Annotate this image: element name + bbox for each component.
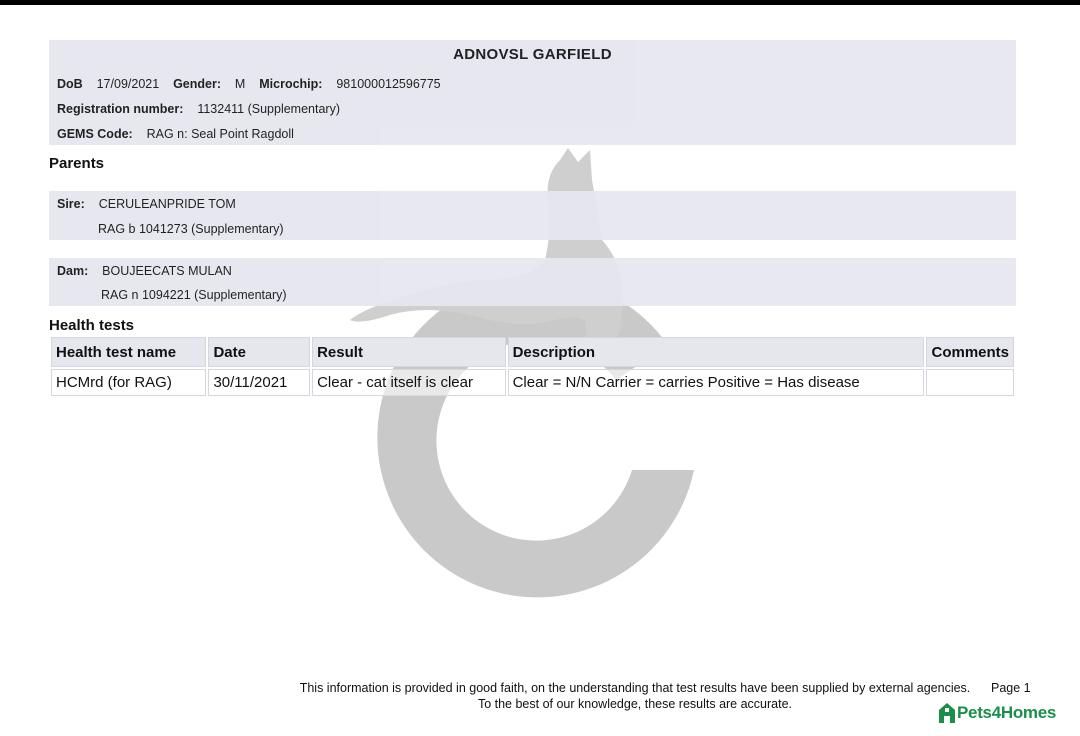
test-name-cell: HCMrd (for RAG) [51,369,206,396]
test-date-cell: 30/11/2021 [208,369,310,396]
gender-value: M [234,77,246,91]
col-health-test-name: Health test name [51,337,206,367]
health-tests-heading: Health tests [49,317,135,334]
parents-heading: Parents [49,155,105,172]
dam-label: Dam: [57,264,89,278]
gender-label: Gender: [173,77,222,91]
col-result: Result [312,337,505,367]
col-date: Date [208,337,310,367]
top-bar [0,0,1080,5]
dam-name: BOUJEECATS MULAN [102,264,232,278]
dam-registration: RAG n 1094221 (Supplementary) [101,288,287,302]
gems-label: GEMS Code: [57,127,133,141]
microchip-label: Microchip: [259,77,323,91]
sire-registration: RAG b 1041273 (Supplementary) [98,222,284,236]
sire-row [57,197,236,211]
test-result-cell: Clear - cat itself is clear [312,369,505,396]
cat-name: ADNOVSL GARFIELD [453,46,612,63]
dob-label: DoB [57,77,83,91]
page-number: Page 1 [991,681,1031,695]
dam-panel [49,258,1016,306]
footer-disclaimer-line1: This information is provided in good faith, on the understanding that test results have been supplied by external agencies. [299,681,971,695]
table-row [51,369,1014,396]
health-tests-table [49,335,1016,398]
col-description: Description [508,337,925,367]
sire-label: Sire: [57,197,85,211]
dob-value: 17/09/2021 [96,77,160,91]
pets4homes-logo [938,700,1056,726]
registration-label: Registration number: [57,102,184,116]
cat-details-panel [49,40,1016,145]
col-comments: Comments [926,337,1014,367]
sire-panel [49,191,1016,240]
registration-row [57,102,340,116]
sire-name: CERULEANPRIDE TOM [98,197,236,211]
house-logo-icon [938,702,956,724]
gems-value: RAG n: Seal Point Ragdoll [146,127,294,141]
table-header-row [51,337,1014,367]
test-comments-cell [926,369,1014,396]
test-description-cell: Clear = N/N Carrier = carries Positive = Has disease [508,369,925,396]
footer-disclaimer-line2: To the best of our knowledge, these results are accurate. [477,697,793,711]
dob-gender-microchip-row [57,77,441,91]
dam-row [57,264,232,278]
registration-value: 1132411 (Supplementary) [197,102,340,116]
microchip-value: 981000012596775 [336,77,441,91]
logo-text: Pets4Homes [957,703,1057,722]
gems-row [57,127,294,141]
